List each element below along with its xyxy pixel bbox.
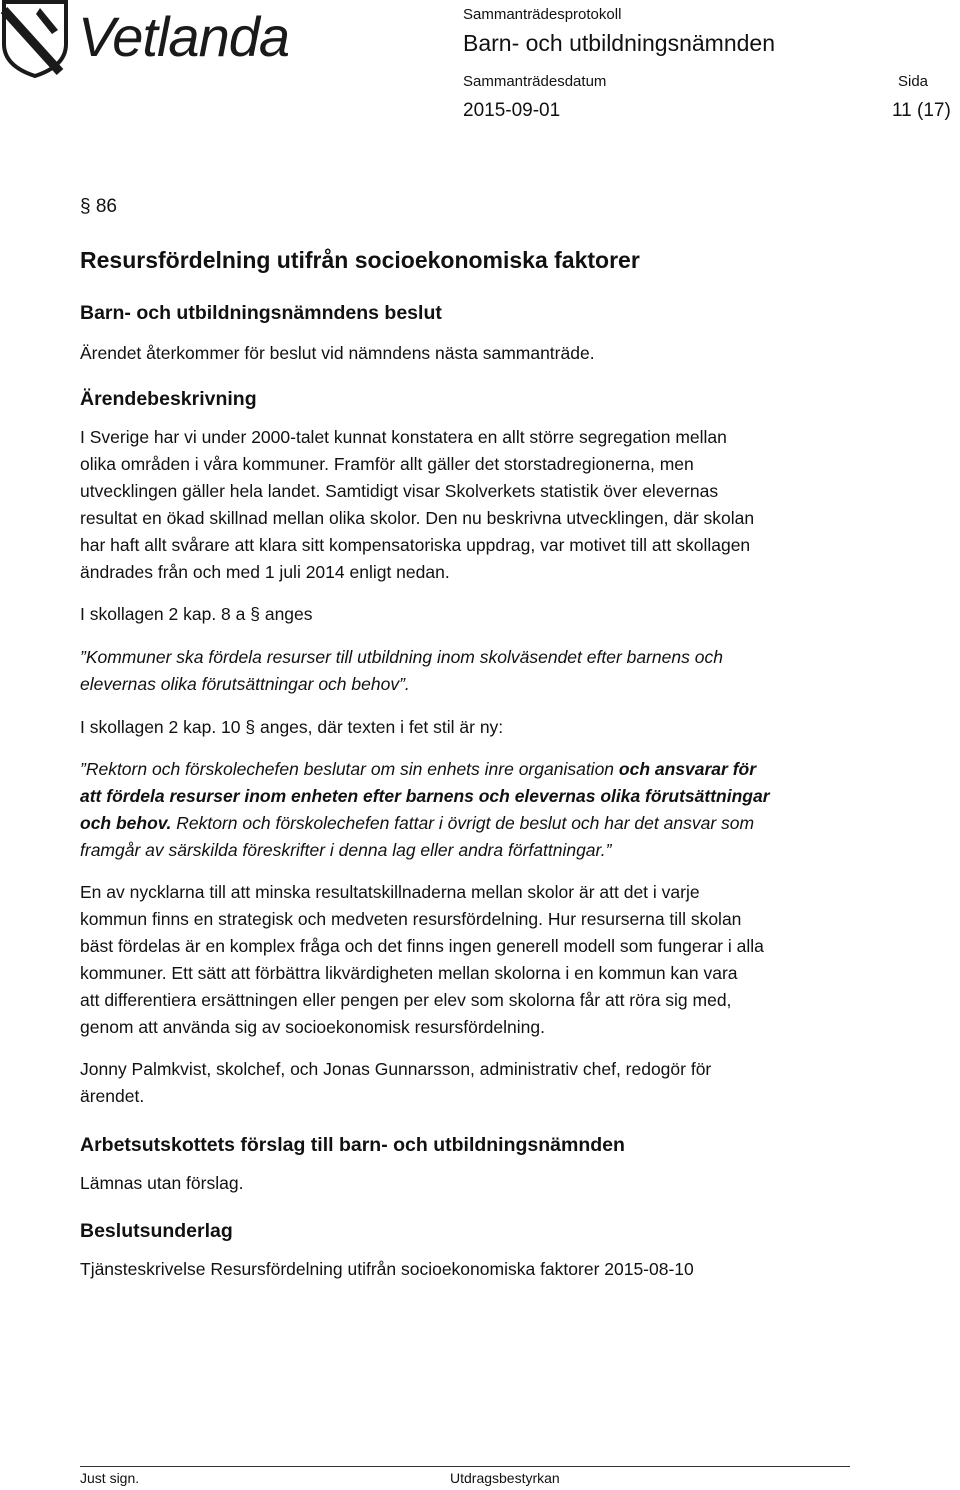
logo-wordmark: Vetlanda [78,5,289,68]
quote-2 [80,756,870,864]
page-label: Sida [898,73,929,90]
text-line: Jonny Palmkvist, skolchef, och Jonas Gunnarsson, administrativ chef, redogör för [80,1059,712,1079]
text-line: ”Kommuner ska fördela resurser till utbildning inom skolväsendet efter barnens och [80,647,723,667]
text-line: elevernas olika förutsättningar och behov”. [80,674,410,694]
law-reference-2: I skollagen 2 kap. 10 § anges, där texten i fet stil är ny: [80,717,504,737]
section-value: 86 [95,196,117,217]
committee-heading: Arbetsutskottets förslag till barn- och utbildningsnämnden [80,1134,625,1156]
law-reference-1: I skollagen 2 kap. 8 a § anges [80,604,313,624]
text-line: utvecklingen gäller hela landet. Samtidigt visar Skolverkets statistik över elevernas [80,481,719,501]
committee-text: Lämnas utan förslag. [80,1173,244,1193]
text-line: I Sverige har vi under 2000-talet kunnat konstatera en allt större segregation mellan [80,427,727,447]
text-line: resultat en ökad skillnad mellan olika skolor. Den nu beskrivna utvecklingen, där skolan [80,508,755,528]
description-paragraph-2 [80,879,870,1041]
quote-text: ”Rektorn och förskolechefen beslutar om sin enhets inre organisation [80,759,619,779]
section-symbol: § [80,196,91,217]
description-paragraph-3 [80,1056,870,1110]
text-line: att differentiera ersättningen eller pengen per elev som skolorna får att röra sig med, [80,990,732,1010]
quote-bold-text: och ansvarar för [618,759,757,779]
decision-heading: Barn- och utbildningsnämndens beslut [80,302,442,324]
description-heading: Ärendebeskrivning [80,388,257,410]
meeting-date: 2015-09-01 [463,100,561,121]
text-line: bäst fördelas är en komplex fråga och det finns ingen generell modell som fungerar i alla [80,936,764,956]
protocol-label: Sammanträdesprotokoll [463,6,622,23]
basis-heading: Beslutsunderlag [80,1220,233,1242]
text-line: olika områden i våra kommuner. Framför allt gäller det storstadregionerna, men [80,454,694,474]
date-label: Sammanträdesdatum [463,73,607,90]
quote-bold-text: att fördela resurser inom enheten efter barnens och elevernas olika förutsättningar [80,786,770,806]
text-line: En av nycklarna till att minska resultatskillnaderna mellan skolor är att det i varje [80,882,700,902]
footer-signature-label: Just sign. [80,1470,140,1486]
quote-bold-text: och behov. [80,813,172,833]
decision-text: Ärendet återkommer för beslut vid nämndens nästa sammanträde. [80,343,595,363]
coat-of-arms-icon [0,0,70,78]
footer-divider [80,1466,850,1467]
footer-certification-label: Utdragsbestyrkan [450,1470,560,1486]
basis-text: Tjänsteskrivelse Resursfördelning utifrån socioekonomiska faktorer 2015-08-10 [80,1259,694,1279]
page-number: 11 (17) [892,100,951,121]
vetlanda-logo [0,0,300,80]
quote-text: framgår av särskilda föreskrifter i denna lag eller andra författningar.” [80,840,612,860]
quote-text: Rektorn och förskolechefen fattar i övrigt de beslut och har det ansvar som [171,813,755,833]
text-line: ärendet. [80,1086,145,1106]
text-line: har haft allt svårare att klara sitt kompensatoriska uppdrag, var motivet till att skollagen [80,535,751,555]
board-name: Barn- och utbildningsnämnden [463,30,775,56]
description-paragraph-1 [80,424,870,586]
page-title: Resursfördelning utifrån socioekonomiska faktorer [80,247,640,273]
text-line: kommun finns en strategisk och medveten resursfördelning. Hur resurserna till skolan [80,909,742,929]
quote-1 [80,644,870,698]
text-line: ändrades från och med 1 juli 2014 enligt nedan. [80,562,450,582]
section-number [80,196,117,218]
text-line: genom att använda sig av socioekonomisk resursfördelning. [80,1017,545,1037]
text-line: kommuner. Ett sätt att förbättra likvärdigheten mellan skolorna i en kommun kan vara [80,963,738,983]
